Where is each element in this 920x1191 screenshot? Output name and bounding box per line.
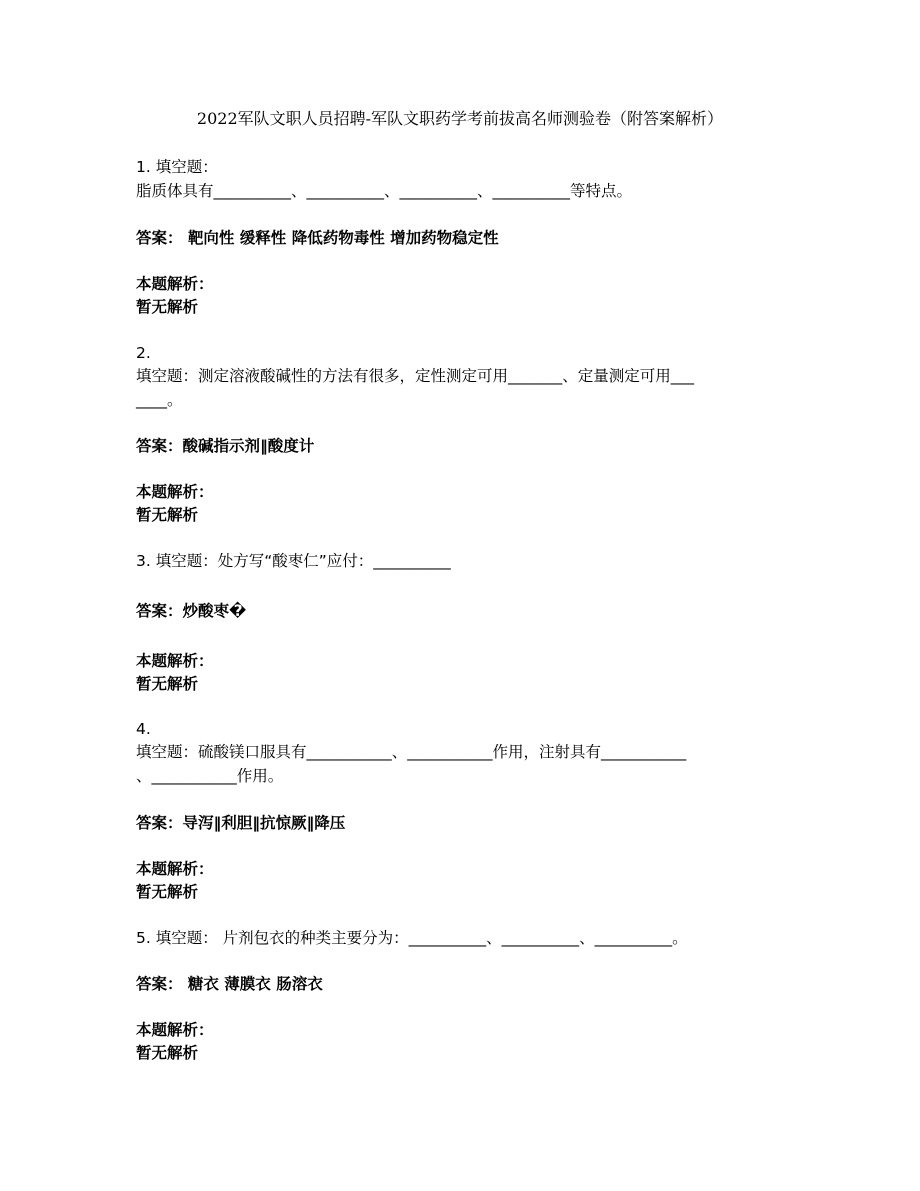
question-4-text-line-2: 、___________作用。 <box>136 767 284 785</box>
question-1-answer: 答案： 靶向性 缓释性 降低药物毒性 增加药物稳定性 <box>136 229 499 247</box>
question-3-analysis-label: 本题解析： <box>136 652 214 670</box>
question-3-answer: 答案：炒酸枣� <box>136 602 247 620</box>
question-4-text-line-1: 填空题：硫酸镁口服具有___________、___________作用，注射具有___________ <box>136 743 687 761</box>
question-3-analysis-text: 暂无解析 <box>136 675 199 693</box>
question-4-answer: 答案：导泻‖利胆‖抗惊厥‖降压 <box>136 814 346 832</box>
document-title: 2022军队文职人员招聘-军队文职药学考前拔高名师测验卷（附答案解析） <box>196 109 724 128</box>
question-1-text: 脂质体具有__________、__________、__________、__________等特点。 <box>136 182 633 200</box>
question-2-answer: 答案：酸碱指示剂‖酸度计 <box>136 437 315 455</box>
question-2-number: 2. <box>136 344 151 362</box>
question-5-analysis-text: 暂无解析 <box>136 1044 199 1062</box>
question-1-analysis-text: 暂无解析 <box>136 298 199 316</box>
question-2-text-line-2: ____。 <box>136 391 183 409</box>
question-5-answer: 答案： 糖衣 薄膜衣 肠溶衣 <box>136 975 323 993</box>
question-5-text: 5. 填空题： 片剂包衣的种类主要分为：__________、__________、__________。 <box>136 929 688 947</box>
question-4-analysis-label: 本题解析： <box>136 860 214 878</box>
question-4-analysis-text: 暂无解析 <box>136 883 199 901</box>
question-2-analysis-label: 本题解析： <box>136 483 214 501</box>
question-2-analysis-text: 暂无解析 <box>136 506 199 524</box>
question-2-text-line-1: 填空题：测定溶液酸碱性的方法有很多，定性测定可用_______、定量测定可用___ <box>136 367 695 385</box>
question-1-analysis-label: 本题解析： <box>136 275 214 293</box>
question-5-analysis-label: 本题解析： <box>136 1021 214 1039</box>
question-4-number: 4. <box>136 720 151 738</box>
question-3-text: 3. 填空题：处方写“酸枣仁”应付：__________ <box>136 552 451 570</box>
question-1-number: 1. 填空题： <box>136 158 218 176</box>
